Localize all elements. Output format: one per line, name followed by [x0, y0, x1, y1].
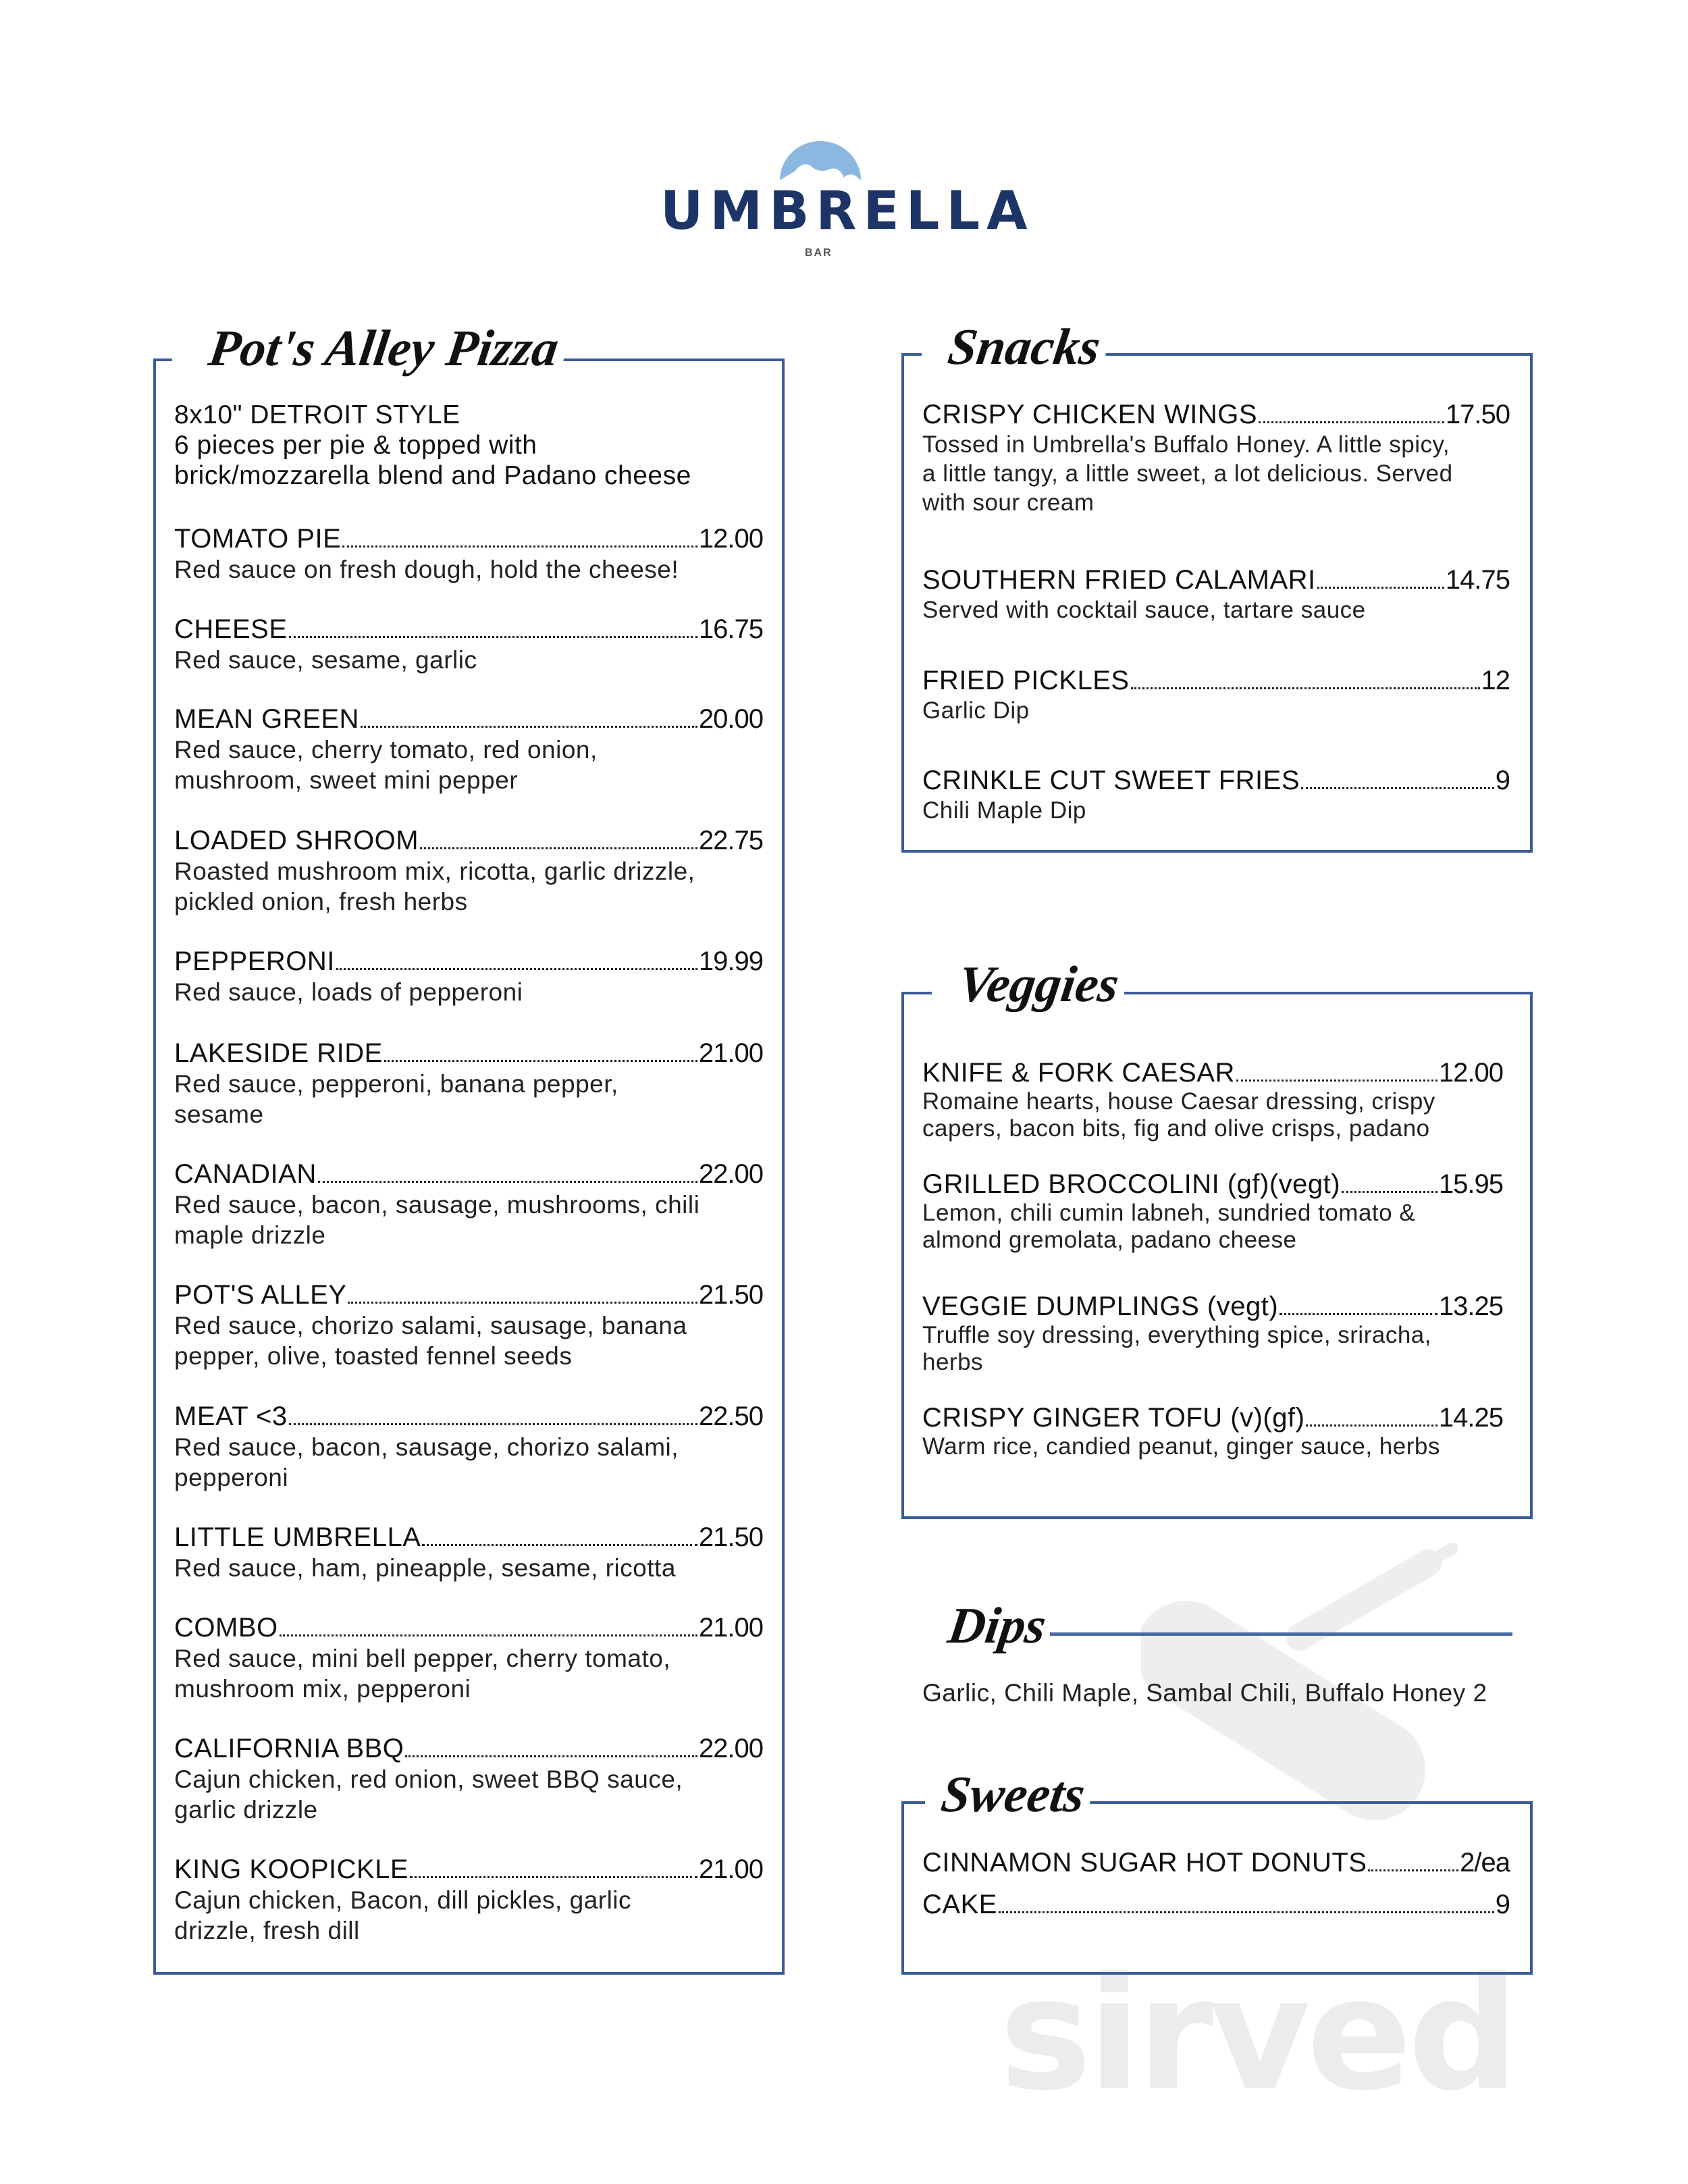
menu-item	[174, 1158, 763, 1250]
menu-item-price: 22.75	[698, 826, 763, 855]
menu-item	[922, 1169, 1503, 1254]
menu-item-name: MEAT <3	[174, 1402, 288, 1431]
menu-item-description: capers, bacon bits, fig and olive crisps, padano	[922, 1115, 1430, 1142]
dot-leader	[1306, 1424, 1437, 1427]
menu-item	[174, 1612, 763, 1704]
menu-item	[922, 564, 1510, 624]
dot-leader	[422, 1544, 697, 1546]
menu-item-name: SOUTHERN FRIED CALAMARI	[922, 565, 1316, 595]
dot-leader	[289, 1423, 697, 1425]
menu-item-name: VEGGIE DUMPLINGS (vegt)	[922, 1291, 1279, 1321]
intro-line: brick/mozzarella blend and Padano cheese	[174, 461, 691, 490]
menu-item-description: Red sauce, loads of pepperoni	[174, 978, 523, 1006]
menu-item	[922, 399, 1510, 517]
menu-item-price: 9	[1495, 1890, 1510, 1919]
menu-item-description: Red sauce on fresh dough, hold the cheese!	[174, 556, 679, 583]
menu-item-price: 2/ea	[1460, 1848, 1510, 1877]
menu-item-description: Lemon, chili cumin labneh, sundried tomato &	[922, 1200, 1416, 1226]
menu-item-description: Red sauce, ham, pineapple, sesame, ricotta	[174, 1554, 676, 1582]
menu-item-row	[922, 1291, 1503, 1322]
menu-item-price: 21.50	[698, 1522, 763, 1552]
menu-item-row	[174, 946, 763, 977]
menu-item	[922, 665, 1510, 725]
menu-item-price: 16.75	[698, 614, 763, 644]
menu-item-description: Romaine hearts, house Caesar dressing, crispy	[922, 1088, 1435, 1115]
menu-item-price: 21.50	[698, 1280, 763, 1310]
menu-item-name: CRISPY GINGER TOFU (v)(gf)	[922, 1403, 1305, 1433]
menu-item	[174, 1733, 763, 1825]
dot-leader	[1259, 421, 1444, 423]
menu-item	[174, 523, 763, 585]
dot-leader	[318, 1181, 697, 1183]
menu-item	[174, 946, 763, 1007]
menu-item-row	[174, 1612, 763, 1643]
dot-leader	[1301, 787, 1494, 789]
menu-item-description: Chili Maple Dip	[922, 797, 1086, 824]
menu-item-description: Red sauce, chorizo salami, sausage, banana	[174, 1312, 687, 1339]
intro-line: 8x10" DETROIT STYLE	[174, 400, 460, 429]
menu-item-price: 17.50	[1445, 400, 1510, 429]
menu-item-name: CRINKLE CUT SWEET FRIES	[922, 766, 1300, 795]
veggies-section-title: Veggies	[949, 959, 1129, 1010]
menu-item-row	[922, 564, 1510, 595]
menu-item-description: Tossed in Umbrella's Buffalo Honey. A little spicy,	[922, 431, 1450, 458]
menu-item	[922, 1291, 1503, 1376]
menu-item-description: Cajun chicken, Bacon, dill pickles, garlic	[174, 1886, 632, 1914]
menu-item-row	[174, 1522, 763, 1553]
pizza-intro	[174, 400, 691, 491]
menu-item-name: CAKE	[922, 1890, 997, 1919]
menu-item-row	[174, 825, 763, 856]
menu-item	[922, 1847, 1510, 1878]
menu-item-price: 22.50	[698, 1402, 763, 1431]
menu-item-price: 14.75	[1445, 565, 1510, 595]
menu-item-price: 21.00	[698, 1855, 763, 1884]
menu-item-row	[174, 1733, 763, 1764]
menu-item-name: GRILLED BROCCOLINI (gf)(vegt)	[922, 1169, 1341, 1199]
menu-item-description: maple drizzle	[174, 1221, 326, 1249]
menu-item-description: mushroom mix, pepperoni	[174, 1675, 471, 1703]
dot-leader	[1236, 1080, 1438, 1082]
menu-item-name: TOMATO PIE	[174, 524, 342, 554]
menu-item	[174, 1854, 763, 1946]
menu-item-name: COMBO	[174, 1613, 278, 1643]
umbrella-dome-icon	[776, 138, 864, 182]
menu-item-price: 20.00	[698, 704, 763, 734]
menu-item-name: POT'S ALLEY	[174, 1280, 347, 1310]
menu-item-description: Red sauce, bacon, sausage, chorizo salami,	[174, 1433, 679, 1461]
dot-leader	[405, 1755, 697, 1757]
menu-item-price: 9	[1495, 766, 1510, 795]
menu-item-description: mushroom, sweet mini pepper	[174, 766, 519, 794]
menu-item-price: 12.00	[1438, 1058, 1503, 1088]
menu-item-description: Red sauce, mini bell pepper, cherry tomato,	[174, 1645, 671, 1672]
menu-item	[922, 1889, 1510, 1920]
dips-section-title: Dips	[939, 1600, 1056, 1651]
logo-wordmark: UMBRELLA	[660, 181, 1034, 242]
menu-item	[174, 1522, 763, 1583]
menu-item-description: Cajun chicken, red onion, sweet BBQ sauce,	[174, 1765, 683, 1793]
menu-item-name: KING KOOPICKLE	[174, 1855, 409, 1884]
menu-item	[922, 1402, 1503, 1460]
dot-leader	[361, 726, 697, 728]
dot-leader	[280, 1634, 697, 1636]
menu-item-description: Garlic Dip	[922, 697, 1030, 724]
menu-item-description: pickled onion, fresh herbs	[174, 888, 468, 915]
menu-item-row	[922, 1847, 1510, 1878]
menu-item-row	[922, 1402, 1503, 1433]
dips-divider	[1050, 1632, 1512, 1636]
menu-item-price: 12	[1481, 666, 1510, 695]
sweets-section	[901, 1801, 1533, 1975]
dot-leader	[348, 1302, 697, 1304]
menu-item-row	[922, 665, 1510, 696]
dot-leader	[999, 1911, 1494, 1913]
menu-item-name: KNIFE & FORK CAESAR	[922, 1058, 1235, 1088]
menu-item-row	[922, 1169, 1503, 1200]
menu-item-name: CHEESE	[174, 614, 288, 644]
menu-item	[174, 1401, 763, 1493]
menu-item-row	[174, 614, 763, 645]
menu-item-row	[174, 523, 763, 554]
menu-item	[174, 1279, 763, 1371]
menu-item-price: 13.25	[1438, 1291, 1503, 1321]
menu-item-row	[922, 399, 1510, 430]
menu-item-name: CALIFORNIA BBQ	[174, 1734, 404, 1763]
snacks-section-title: Snacks	[939, 321, 1111, 373]
menu-item-description: with sour cream	[922, 489, 1094, 516]
dot-leader	[1317, 587, 1444, 589]
menu-item-description: Red sauce, cherry tomato, red onion,	[174, 736, 598, 764]
menu-item-name: MEAN GREEN	[174, 704, 359, 734]
menu-item-row	[922, 1057, 1503, 1088]
menu-item-description: pepper, olive, toasted fennel seeds	[174, 1342, 573, 1370]
menu-item	[922, 1057, 1503, 1142]
logo-subtitle: BAR	[805, 247, 833, 259]
menu-item-description: a little tangy, a little sweet, a lot delicious. Served	[922, 460, 1453, 487]
logo	[648, 135, 1034, 263]
menu-item-price: 19.99	[698, 947, 763, 976]
dot-leader	[1342, 1191, 1438, 1193]
sirved-watermark: sirved	[999, 1945, 1515, 2125]
menu-item-description: drizzle, fresh dill	[174, 1917, 360, 1944]
menu-item	[174, 1038, 763, 1129]
dot-leader	[410, 1876, 697, 1878]
menu-item	[174, 703, 763, 795]
menu-item-price: 21.00	[698, 1613, 763, 1643]
menu-item-row	[174, 1158, 763, 1190]
menu-item-description: Red sauce, sesame, garlic	[174, 646, 477, 674]
sweets-section-title: Sweets	[932, 1769, 1095, 1820]
menu-item-description: Roasted mushroom mix, ricotta, garlic drizzle,	[174, 857, 695, 885]
dot-leader	[1280, 1313, 1438, 1315]
menu-item-description: almond gremolata, padano cheese	[922, 1227, 1297, 1253]
menu-item-description: Warm rice, candied peanut, ginger sauce, herbs	[922, 1433, 1440, 1460]
dot-leader	[1131, 687, 1480, 689]
menu-item-price: 22.00	[698, 1159, 763, 1189]
menu-item-name: CINNAMON SUGAR HOT DONUTS	[922, 1848, 1367, 1877]
menu-item	[174, 825, 763, 917]
menu-item-description: garlic drizzle	[174, 1796, 318, 1823]
menu-item-row	[174, 1038, 763, 1069]
menu-item-description: Red sauce, pepperoni, banana pepper,	[174, 1070, 618, 1098]
menu-item-row	[174, 703, 763, 735]
menu-item-name: LITTLE UMBRELLA	[174, 1522, 421, 1552]
menu-item-row	[174, 1279, 763, 1310]
menu-item-row	[922, 1889, 1510, 1920]
dips-list: Garlic, Chili Maple, Sambal Chili, Buffalo Honey 2	[922, 1679, 1487, 1707]
intro-line: 6 pieces per pie & topped with	[174, 431, 537, 460]
menu-item-price: 21.00	[698, 1038, 763, 1068]
menu-item-price: 14.25	[1438, 1403, 1503, 1433]
dot-leader	[342, 545, 697, 548]
menu-item-name: CANADIAN	[174, 1159, 317, 1189]
menu-item-price: 12.00	[698, 524, 763, 554]
menu-item-description: Truffle soy dressing, everything spice, sriracha,	[922, 1322, 1431, 1348]
dot-leader	[336, 968, 697, 970]
menu-item-description: herbs	[922, 1349, 984, 1375]
pizza-section-title: Pot's Alley Pizza	[199, 323, 569, 374]
menu-item-row	[174, 1401, 763, 1432]
menu-item-name: PEPPERONI	[174, 947, 335, 976]
dot-leader	[420, 847, 697, 849]
dot-leader	[289, 636, 697, 638]
menu-item-row	[174, 1854, 763, 1885]
menu-item-name: LOADED SHROOM	[174, 826, 419, 855]
menu-item	[174, 614, 763, 675]
menu-item-description: pepperoni	[174, 1464, 289, 1491]
menu-item-row	[922, 765, 1510, 796]
menu-item-price: 15.95	[1438, 1169, 1503, 1199]
dot-leader	[1368, 1869, 1458, 1871]
menu-item-name: FRIED PICKLES	[922, 666, 1130, 695]
menu-item-name: LAKESIDE RIDE	[174, 1038, 383, 1068]
menu-item-description: Red sauce, bacon, sausage, mushrooms, chili	[174, 1191, 700, 1219]
menu-item-description: Served with cocktail sauce, tartare sauce	[922, 597, 1366, 623]
dot-leader	[384, 1060, 697, 1062]
menu-item-description: sesame	[174, 1100, 264, 1128]
menu-item	[922, 765, 1510, 825]
menu-item-price: 22.00	[698, 1734, 763, 1763]
menu-item-name: CRISPY CHICKEN WINGS	[922, 400, 1257, 429]
